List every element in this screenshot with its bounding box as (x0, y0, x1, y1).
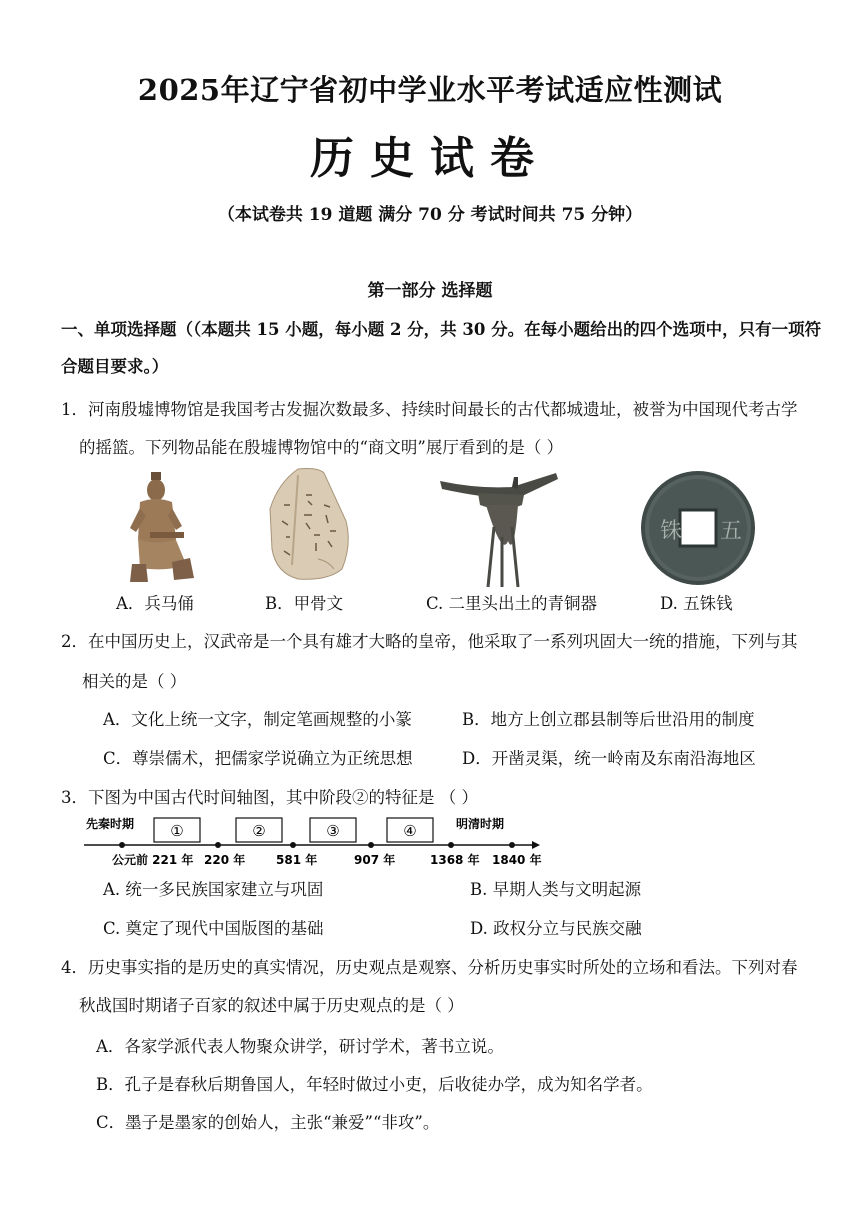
q3-option-b: B. 早期人类与文明起源 (470, 880, 642, 899)
q1-option-b: B．甲骨文 (265, 594, 344, 613)
q3-option-d: D. 政权分立与民族交融 (470, 919, 642, 938)
q2-option-b: B．地方上创立郡县制等后世沿用的制度 (462, 710, 755, 729)
year-label-1: 公元前 221 年 (112, 853, 194, 867)
oracle-bone-image (268, 465, 354, 589)
stage-3: ③ (326, 822, 340, 840)
q1-stem-line2: 的摇篮。下列物品能在殷墟博物馆中的“商文明”展厅看到的是（ ） (79, 438, 564, 457)
section-instruction-line1: 一、单项选择题（（本题共 15 小题，每小题 2 分，共 30 分。在每小题给出的四个选项中，只有一项符 (61, 320, 822, 339)
q2-stem-line2: 相关的是（ ） (82, 672, 187, 691)
q4-stem-line2: 秋战国时期诸子百家的叙述中属于历史观点的是（ ） (79, 996, 464, 1015)
year-label-3: 581 年 (276, 853, 318, 867)
stage-1: ① (170, 822, 184, 840)
section-instruction-line2: 合题目要求。） (61, 357, 169, 376)
q1-option-c: C. 二里头出土的青铜器 (426, 594, 598, 613)
bronze-jue-image (438, 467, 566, 595)
q3-option-c: C. 奠定了现代中国版图的基础 (103, 919, 324, 938)
q2-option-c: C．尊崇儒术，把儒家学说确立为正统思想 (103, 749, 413, 768)
exam-info: （本试卷共 19 道题 满分 70 分 考试时间共 75 分钟） (217, 205, 643, 225)
stage-4: ④ (403, 822, 417, 840)
q4-option-b: B．孔子是春秋后期鲁国人，年轻时做过小吏，后收徒办学，成为知名学者。 (96, 1075, 653, 1094)
coin-char-wu: 五 (720, 519, 743, 544)
q2-option-a: A．文化上统一文字，制定笔画规整的小篆 (103, 710, 412, 729)
q2-stem-line1: 2．在中国历史上，汉武帝是一个具有雄才大略的皇帝，他采取了一系列巩固大一统的措施，下列与其 (61, 632, 798, 651)
part-title: 第一部分 选择题 (367, 281, 493, 301)
q1-stem-line1: 1．河南殷墟博物馆是我国考古发掘次数最多、持续时间最长的古代都城遗址，被誉为中国现代考古学 (61, 400, 798, 419)
q2-option-d: D．开凿灵渠，统一岭南及东南沿海地区 (462, 749, 756, 768)
q4-option-c: C．墨子是墨家的创始人，主张“兼爱”“非攻”。 (96, 1113, 440, 1132)
stage-2: ② (252, 822, 266, 840)
timeline-left-label: 先秦时期 (86, 817, 135, 831)
q1-option-a: A．兵马俑 (116, 594, 194, 613)
q4-option-a: A．各家学派代表人物聚众讲学，研讨学术，著书立说。 (96, 1037, 504, 1056)
timeline-chart (84, 812, 544, 872)
q3-option-a: A. 统一多民族国家建立与巩固 (103, 880, 324, 899)
timeline-right-label: 明清时期 (456, 817, 505, 831)
year-label-4: 907 年 (354, 853, 396, 867)
q1-option-d: D. 五铢钱 (660, 594, 733, 613)
exam-title: 2025年辽宁省初中学业水平考试适应性测试 (137, 73, 723, 107)
coin-char-zhu: 铢 (660, 519, 683, 544)
year-label-5: 1368 年 (430, 853, 480, 867)
q4-stem-line1: 4．历史事实指的是历史的真实情况，历史观点是观察、分析历史事实时所处的立场和看法。下列对春 (61, 958, 798, 977)
year-label-2: 220 年 (204, 853, 246, 867)
year-label-6: 1840 年 (492, 853, 542, 867)
terracotta-warrior-image (120, 468, 200, 590)
wuzhu-coin-image (640, 470, 756, 590)
subject-title: 历史试卷 (310, 133, 550, 184)
q3-stem: 3．下图为中国古代时间轴图，其中阶段②的特征是 （ ） (61, 788, 478, 807)
